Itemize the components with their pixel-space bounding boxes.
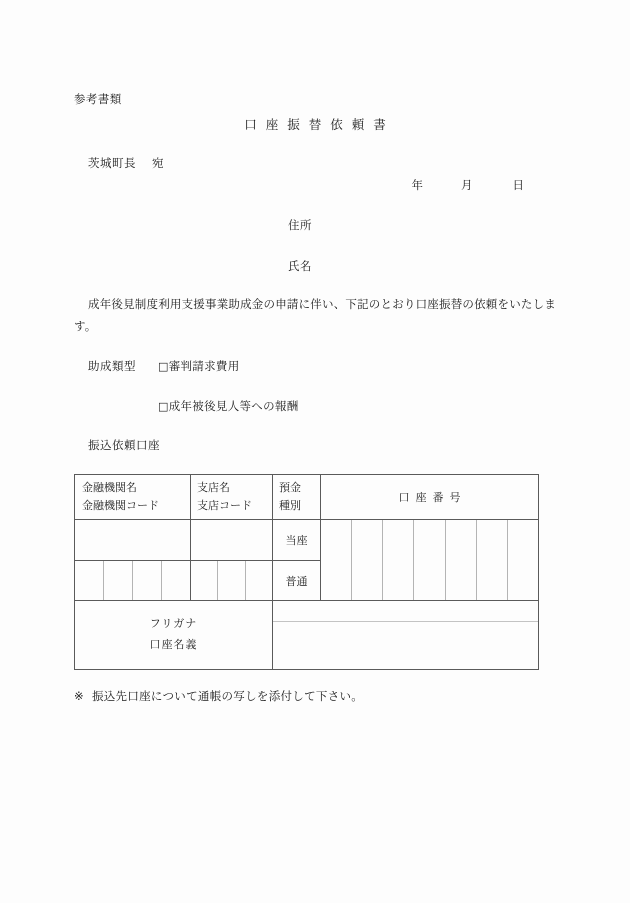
date-line [0,177,524,193]
bank-code-box[interactable] [162,561,190,600]
subsidy-option-guardian-reward[interactable] [158,398,299,414]
year-label: 年 [411,178,423,192]
subsidy-option-label: 審判請求費用 [168,359,240,373]
deposit-type-label: 普通 [285,574,308,588]
account-holder-name-label: 口座名義 [149,638,198,652]
branch-name-input-cell[interactable] [191,520,273,561]
account-number-input-cell[interactable] [321,520,539,601]
kana-label: フリガナ [149,617,198,631]
account-number-box[interactable] [352,520,383,600]
table-row-holder [75,601,539,670]
branch-code-box[interactable] [191,561,218,600]
table-header-row [75,475,539,520]
account-holder-value [273,601,538,669]
account-holder-name-input-area[interactable] [273,622,538,669]
document-kind-label: 参考書類 [74,92,122,106]
month-label: 月 [461,178,473,192]
deposit-type-current-cell[interactable] [273,520,321,561]
branch-code-box[interactable] [218,561,245,600]
branch-name-label: 支店名 [197,481,230,494]
checkbox-icon[interactable]: □ [158,400,169,413]
transfer-account-heading: 振込依頼口座 [88,438,160,452]
bank-code-box[interactable] [75,561,104,600]
deposit-kind-label-line1: 預金 [279,481,301,494]
addressee-line [88,155,164,171]
branch-code-boxes [191,561,272,600]
addressee-suffix: 宛 [152,156,164,170]
bank-code-box[interactable] [133,561,162,600]
header-cell-branch [191,475,273,520]
account-number-box[interactable] [446,520,477,600]
account-number-box[interactable] [383,520,414,600]
body-paragraph: 成年後見制度利用支援事業助成金の申請に伴い、下記のとおり口座振替の依頼をいたします。 [74,297,556,334]
branch-code-label: 支店コード [197,499,252,513]
account-holder-label-cell [75,601,273,670]
bank-code-label: 金融機関コード [82,499,159,513]
kana-input-area[interactable] [273,601,538,622]
account-number-box[interactable] [508,520,538,600]
account-number-box[interactable] [414,520,445,600]
addressee-name: 茨城町長 [88,156,136,170]
checkbox-icon[interactable]: □ [158,360,169,373]
deposit-type-ordinary-cell[interactable] [273,561,321,601]
page-title: 口座振替依頼書 [244,117,395,132]
footnote-text: 振込先口座について通帳の写しを添付して下さい。 [91,689,364,703]
day-label: 日 [512,178,524,192]
branch-code-input-cell[interactable] [191,561,273,601]
branch-code-box[interactable] [246,561,272,600]
account-number-box[interactable] [321,520,352,600]
account-number-box[interactable] [477,520,508,600]
bank-code-input-cell[interactable] [75,561,191,601]
bank-code-boxes [75,561,190,600]
header-cell-bank [75,475,191,520]
subsidy-option-adjudication-cost[interactable] [158,358,240,374]
bank-name-input-cell[interactable] [75,520,191,561]
account-number-boxes [321,520,538,600]
bank-code-box[interactable] [104,561,133,600]
applicant-address-label: 住所 [288,218,312,232]
table-row-names [75,520,539,561]
bank-name-label: 金融機関名 [82,481,137,494]
footnote [74,688,363,704]
subsidy-option-label: 成年被後見人等への報酬 [168,399,299,413]
deposit-type-label: 当座 [285,534,308,548]
account-holder-input-cell[interactable] [273,601,539,670]
subsidy-type-label: 助成類型 [88,359,136,373]
transfer-account-table [74,474,539,670]
reference-mark-icon: ※ [74,689,84,703]
header-cell-account-number: 口座番号 [321,475,539,520]
applicant-name-label: 氏名 [288,259,312,273]
header-cell-deposit-kind [273,475,321,520]
deposit-kind-label-line2: 種別 [279,499,301,513]
